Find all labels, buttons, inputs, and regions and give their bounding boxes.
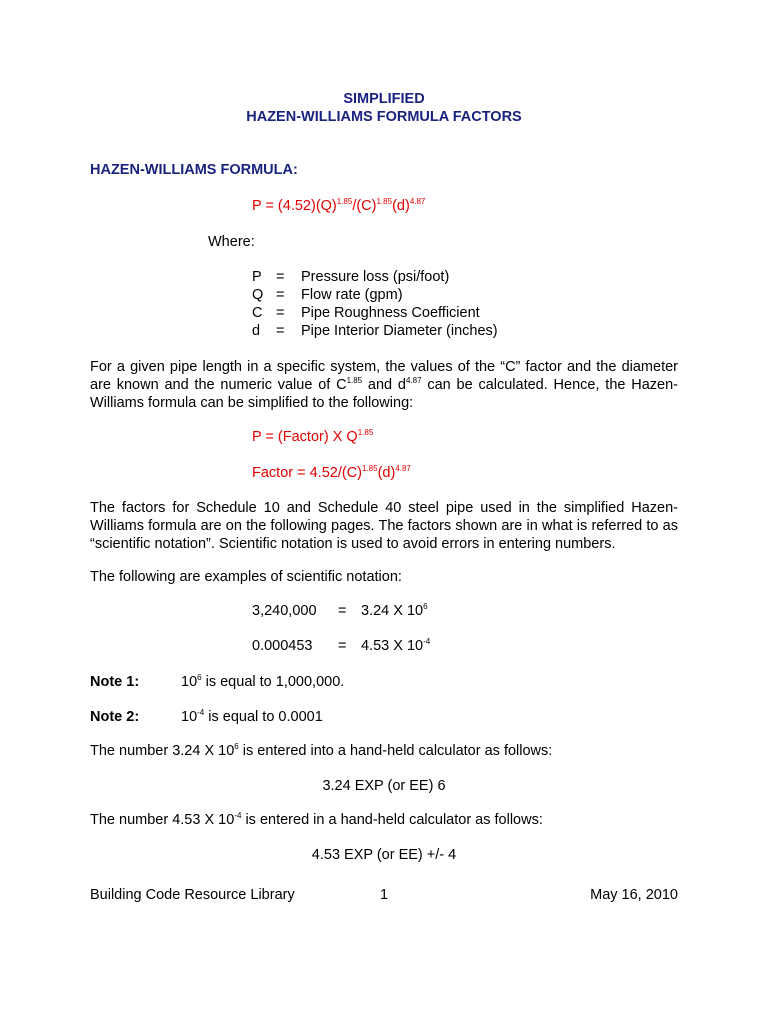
paragraph-factors: The factors for Schedule 10 and Schedule 40 steel pipe used in the simplified Hazen-Williams formula are on the following pages. The factors shown are in what is referred to as “scientific notation”. Scientific notation is used to avoid errors in entering numbers.: [90, 500, 678, 552]
calc2-text-2: is entered in a hand-held calculator as follows:: [241, 812, 543, 828]
note-label: Note 1:: [90, 674, 140, 690]
calc1-text-2: is entered into a hand-held calculator as follows:: [238, 743, 553, 759]
para1-text-2: and d: [362, 377, 406, 393]
para1-text-3: can be calculated. Hence, the Hazen-Williams formula can be simplified to the following:: [90, 377, 678, 411]
factor-exp-d: 4.87: [395, 464, 411, 473]
calc1-text-1: The number 3.24 X 10: [90, 743, 235, 759]
calc-keys-2: 4.53 EXP (or EE) +/- 4: [311, 847, 457, 863]
calc1-exp: 6: [234, 742, 239, 751]
formula-exp-c: 1.85: [376, 197, 393, 206]
definition-meaning: Flow rate (gpm): [301, 287, 403, 303]
paragraph-simplification: [90, 358, 678, 412]
formula-exp-q: 1.85: [336, 197, 353, 206]
example-exp: -4: [423, 637, 431, 646]
note-exp: 6: [197, 673, 202, 682]
definition-meaning: Pipe Interior Diameter (inches): [301, 323, 498, 339]
example-value: 3,240,000: [252, 603, 317, 619]
section-heading: HAZEN-WILLIAMS FORMULA:: [90, 162, 298, 178]
definition-meaning: Pipe Roughness Coefficient: [301, 305, 480, 321]
calc-instruction-2: [90, 812, 543, 828]
formula-prefix: P = (4.52)(Q): [252, 198, 337, 214]
example-base: 4.53 X 10: [361, 638, 424, 654]
example-equals: =: [338, 638, 347, 654]
calc-instruction-1: [90, 743, 552, 759]
simplified-prefix: P = (Factor) X Q: [252, 429, 358, 445]
definition-equals: =: [276, 287, 285, 303]
formula-mid-c: /(C): [352, 198, 377, 214]
definition-row: [252, 322, 498, 340]
note-text: is equal to 0.0001: [204, 709, 323, 725]
example-row: [252, 603, 428, 619]
footer-left: Building Code Resource Library: [90, 887, 295, 903]
formula-exp-d: 4.87: [409, 197, 426, 206]
factor-exp-c: 1.85: [362, 464, 378, 473]
definition-equals: =: [276, 269, 285, 285]
calc2-exp: -4: [234, 811, 242, 820]
formula-mid-d: (d): [392, 198, 410, 214]
example-exp: 6: [423, 602, 428, 611]
title-line-1: SIMPLIFIED: [343, 91, 425, 107]
definition-equals: =: [276, 305, 285, 321]
note-base: 10: [181, 674, 198, 690]
factor-prefix: Factor = 4.52/(C): [252, 465, 362, 481]
title-line-2: HAZEN-WILLIAMS FORMULA FACTORS: [246, 109, 522, 125]
note-row: [90, 709, 323, 725]
calc2-text-1: The number 4.53 X 10: [90, 812, 235, 828]
example-base: 3.24 X 10: [361, 603, 424, 619]
definition-row: [252, 286, 498, 304]
definition-symbol: d: [252, 323, 261, 339]
definition-meaning: Pressure loss (psi/foot): [301, 269, 450, 285]
definition-symbol: Q: [252, 287, 264, 303]
note-text: is equal to 1,000,000.: [201, 674, 345, 690]
para1-text-1: For a given pipe length in a specific system, the values of the “C” factor and the diameter are known and the numeric value of C: [90, 359, 678, 393]
note-label: Note 2:: [90, 709, 140, 725]
note-exp: -4: [197, 708, 205, 717]
definition-row: [252, 268, 498, 286]
example-row: [252, 638, 430, 654]
note-row: [90, 674, 344, 690]
definition-symbol: P: [252, 269, 262, 285]
example-value: 0.000453: [252, 638, 313, 654]
calc-keys-1: 3.24 EXP (or EE) 6: [322, 778, 446, 794]
factor-formula: [252, 465, 411, 481]
simplified-formula: [252, 429, 373, 445]
paragraph-examples-intro: The following are examples of scientific notation:: [90, 569, 402, 585]
definition-equals: =: [276, 323, 285, 339]
definition-symbol: C: [252, 305, 263, 321]
simplified-exp: 1.85: [357, 428, 374, 437]
where-label: Where:: [208, 234, 255, 250]
definition-list: [252, 268, 498, 340]
footer-date: May 16, 2010: [590, 887, 678, 903]
footer-page-number: 1: [380, 887, 389, 903]
example-equals: =: [338, 603, 347, 619]
note-base: 10: [181, 709, 198, 725]
para1-exp-1: 1.85: [346, 376, 363, 385]
definition-row: [252, 304, 498, 322]
para1-exp-2: 4.87: [405, 376, 422, 385]
main-formula: [252, 198, 425, 214]
factor-mid-d: (d): [377, 465, 396, 481]
